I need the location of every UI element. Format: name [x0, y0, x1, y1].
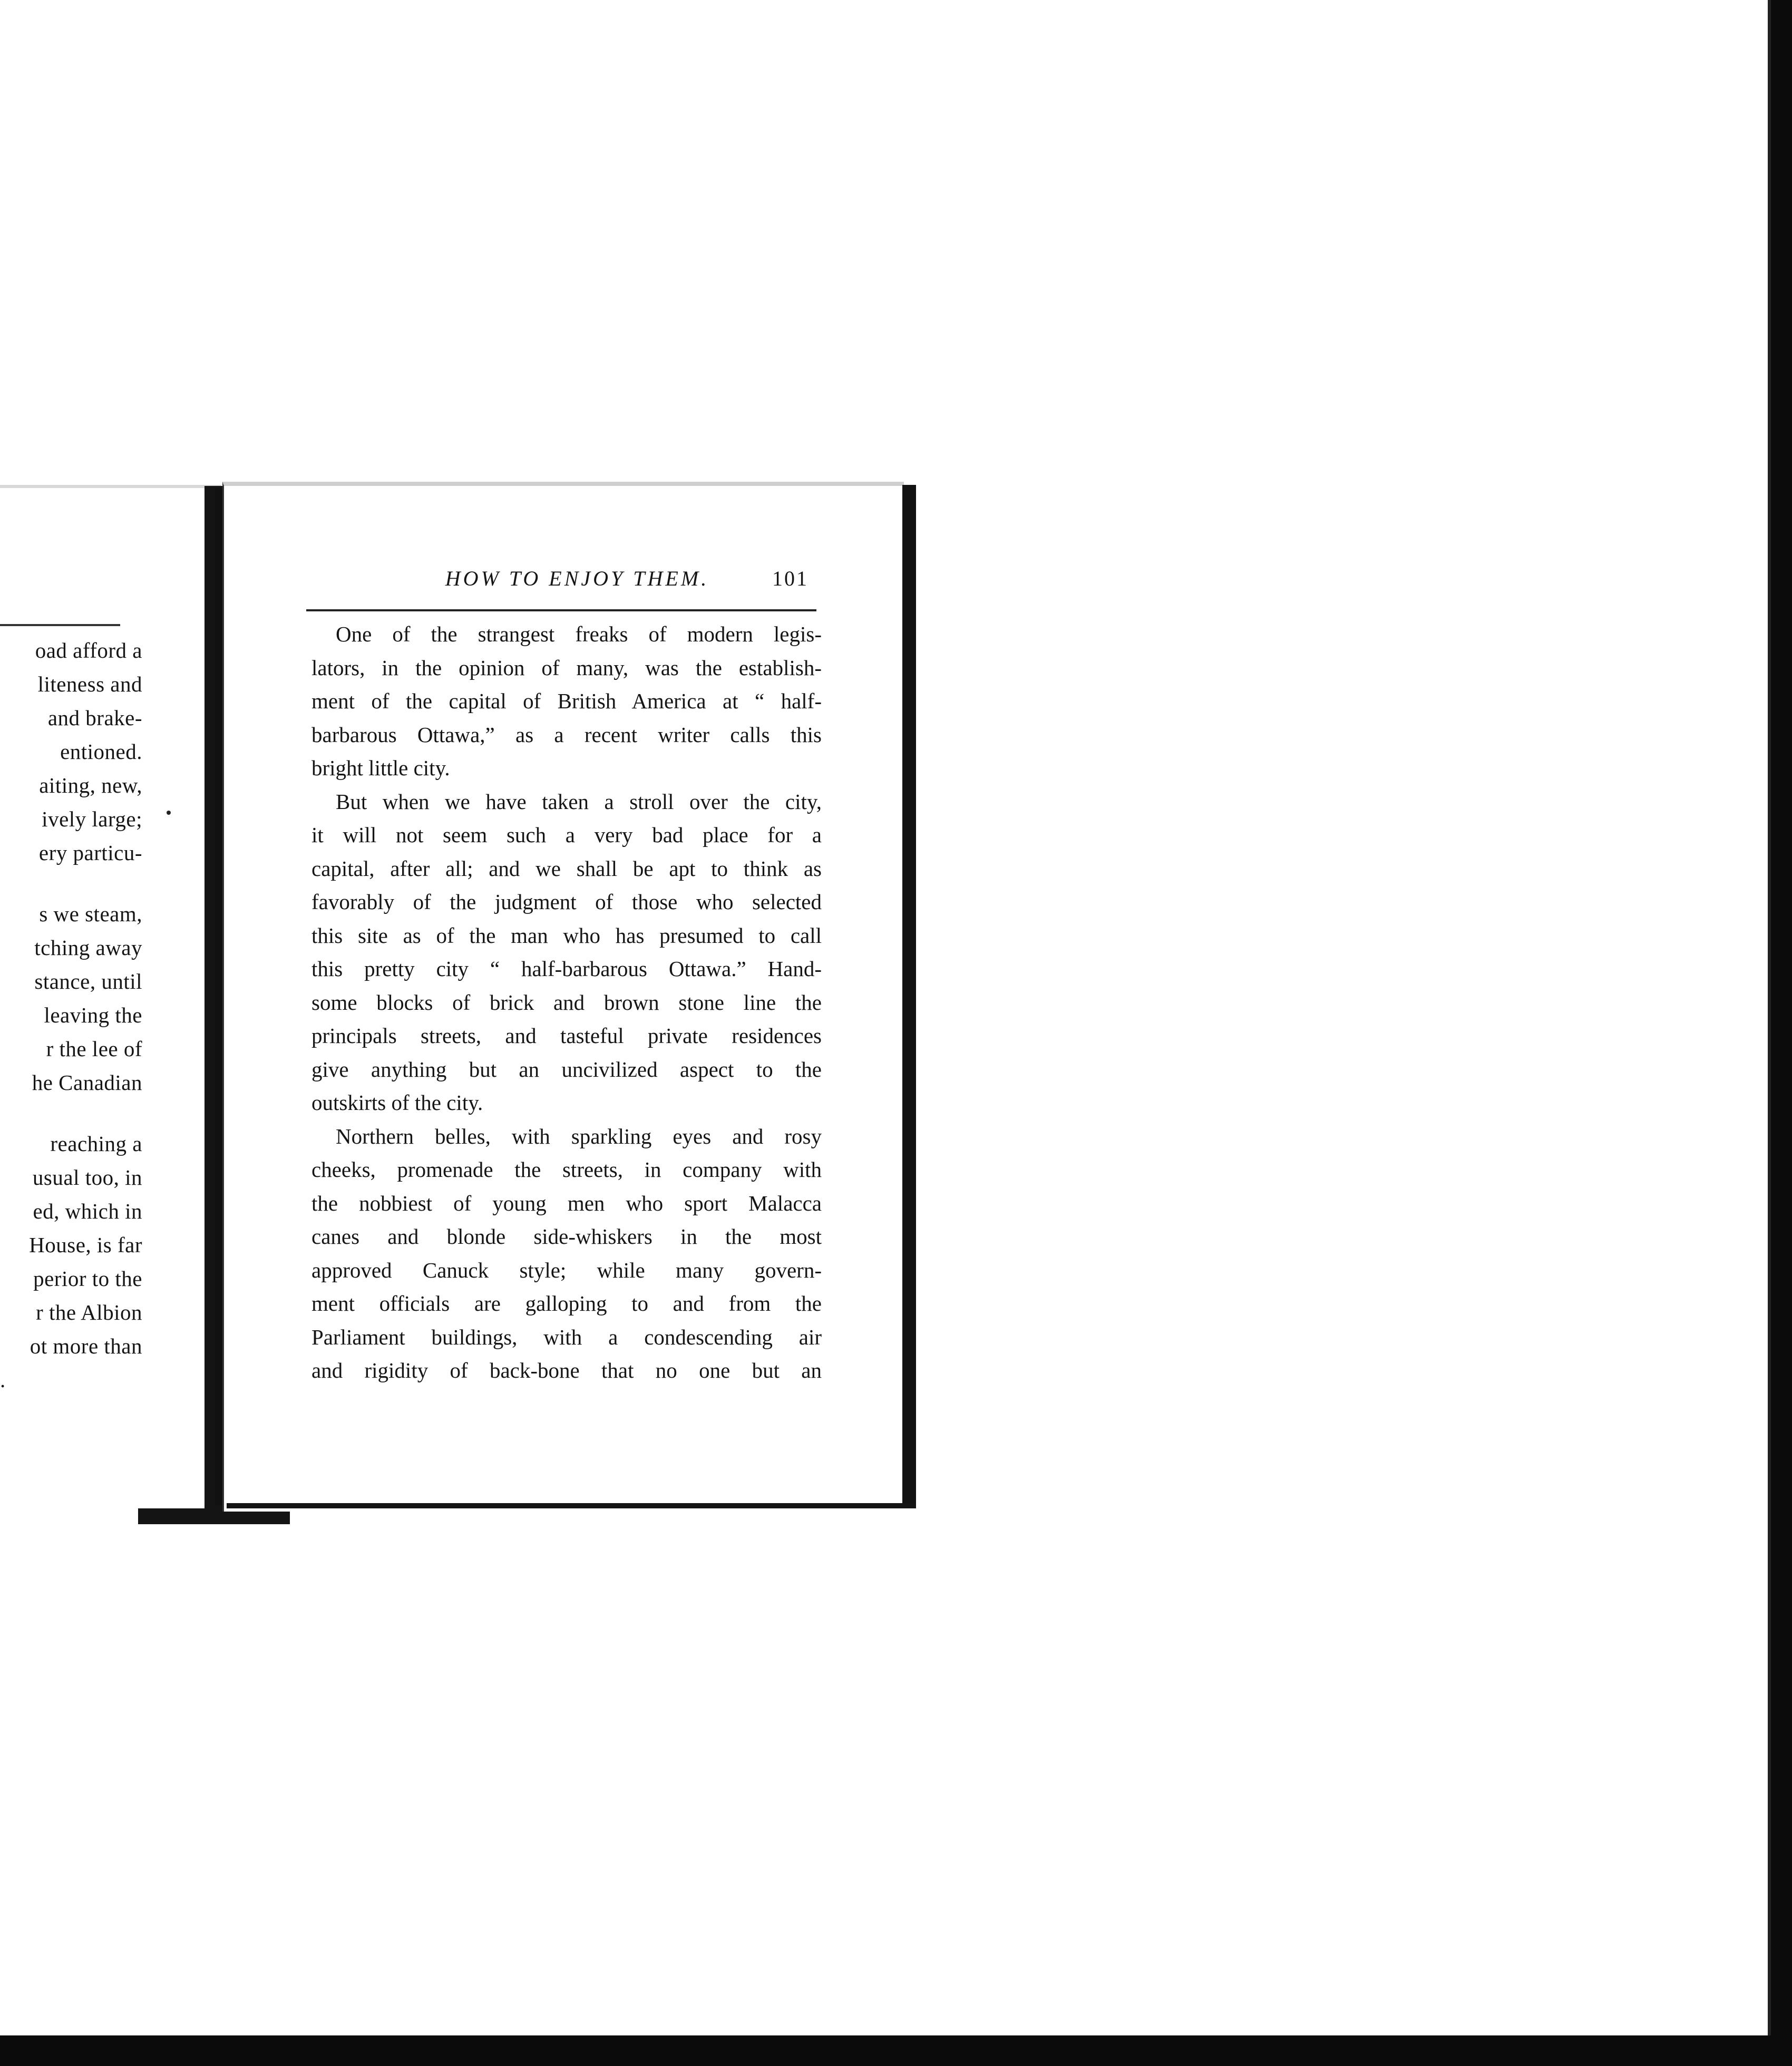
left-line: aiting, new, — [39, 773, 142, 797]
right-page — [222, 482, 904, 1512]
text-line: and rigidity of back-bone that no one but an — [311, 1358, 822, 1382]
left-line: liteness and — [37, 672, 142, 696]
text-line: One of the strangest freaks of modern legis- — [336, 622, 822, 646]
text-line: the nobbiest of young men who sport Malacca — [311, 1191, 822, 1215]
left-line: . — [0, 1368, 6, 1392]
text-line: Parliament buildings, with a condescending air — [311, 1324, 822, 1349]
left-line: ively large; — [42, 807, 142, 831]
text-line: approved Canuck style; while many govern- — [311, 1258, 822, 1282]
left-page-text — [0, 634, 142, 1397]
text-line: it will not seem such a very bad place for a — [311, 823, 822, 847]
text-line: Northern belles, with sparkling eyes and rosy — [336, 1124, 822, 1148]
ink-speck — [167, 811, 171, 815]
text-line: capital, after all; and we shall be apt to think as — [311, 856, 822, 881]
text-line: canes and blonde side-whiskers in the most — [311, 1224, 822, 1249]
text-line: lators, in the opinion of many, was the establish- — [311, 655, 822, 680]
text-line: favorably of the judgment of those who selected — [311, 890, 822, 914]
left-line: tching away — [34, 935, 142, 960]
left-line: r the lee of — [46, 1037, 142, 1061]
text-line: cheeks, promenade the streets, in company with — [311, 1157, 822, 1182]
left-line: usual too, in — [32, 1165, 142, 1190]
running-head — [403, 563, 925, 595]
book-bottom-edge — [227, 1503, 916, 1508]
left-line: entioned. — [60, 739, 142, 764]
book-board-edge — [902, 485, 916, 1507]
left-line: oad afford a — [35, 638, 142, 662]
scan-border-inner — [1758, 0, 1771, 2045]
left-line: reaching a — [50, 1132, 142, 1156]
left-line: stance, until — [34, 969, 142, 993]
left-page — [0, 485, 221, 1521]
left-line: r the Albion — [36, 1300, 142, 1324]
text-line: some blocks of brick and brown stone line the — [311, 990, 822, 1015]
text-line: bright little city. — [311, 756, 450, 780]
text-line: ment of the capital of British America at “ half- — [311, 689, 822, 713]
text-line: outskirts of the city. — [311, 1090, 483, 1115]
body-text — [311, 618, 822, 1388]
left-line: ery particu- — [38, 841, 142, 865]
left-line: he Canadian — [32, 1070, 142, 1095]
left-line: and brake- — [47, 706, 142, 730]
left-line: s we steam, — [39, 902, 142, 926]
page-number: 101 — [772, 567, 809, 590]
text-line: principals streets, and tasteful private residences — [311, 1024, 822, 1048]
running-title: HOW TO ENJOY THEM. — [445, 567, 709, 590]
text-line: this pretty city “ half-barbarous Ottawa.” Hand- — [311, 957, 822, 981]
scan-border-bottom — [0, 2035, 1792, 2066]
left-line: ed, which in — [33, 1199, 142, 1223]
left-line: perior to the — [33, 1266, 142, 1291]
text-line: ment officials are galloping to and from the — [311, 1291, 822, 1315]
text-line: barbarous Ottawa,” as a recent writer calls this — [311, 722, 822, 747]
left-line: ot more than — [30, 1334, 142, 1358]
left-line: leaving the — [44, 1003, 142, 1027]
text-line: this site as of the man who has presumed to call — [311, 923, 822, 948]
text-line: But when we have taken a stroll over the city, — [336, 789, 822, 814]
text-line: give anything but an uncivilized aspect to the — [311, 1057, 822, 1081]
left-line: House, is far — [29, 1233, 142, 1257]
head-rule — [306, 609, 816, 611]
left-head-rule — [0, 624, 120, 626]
